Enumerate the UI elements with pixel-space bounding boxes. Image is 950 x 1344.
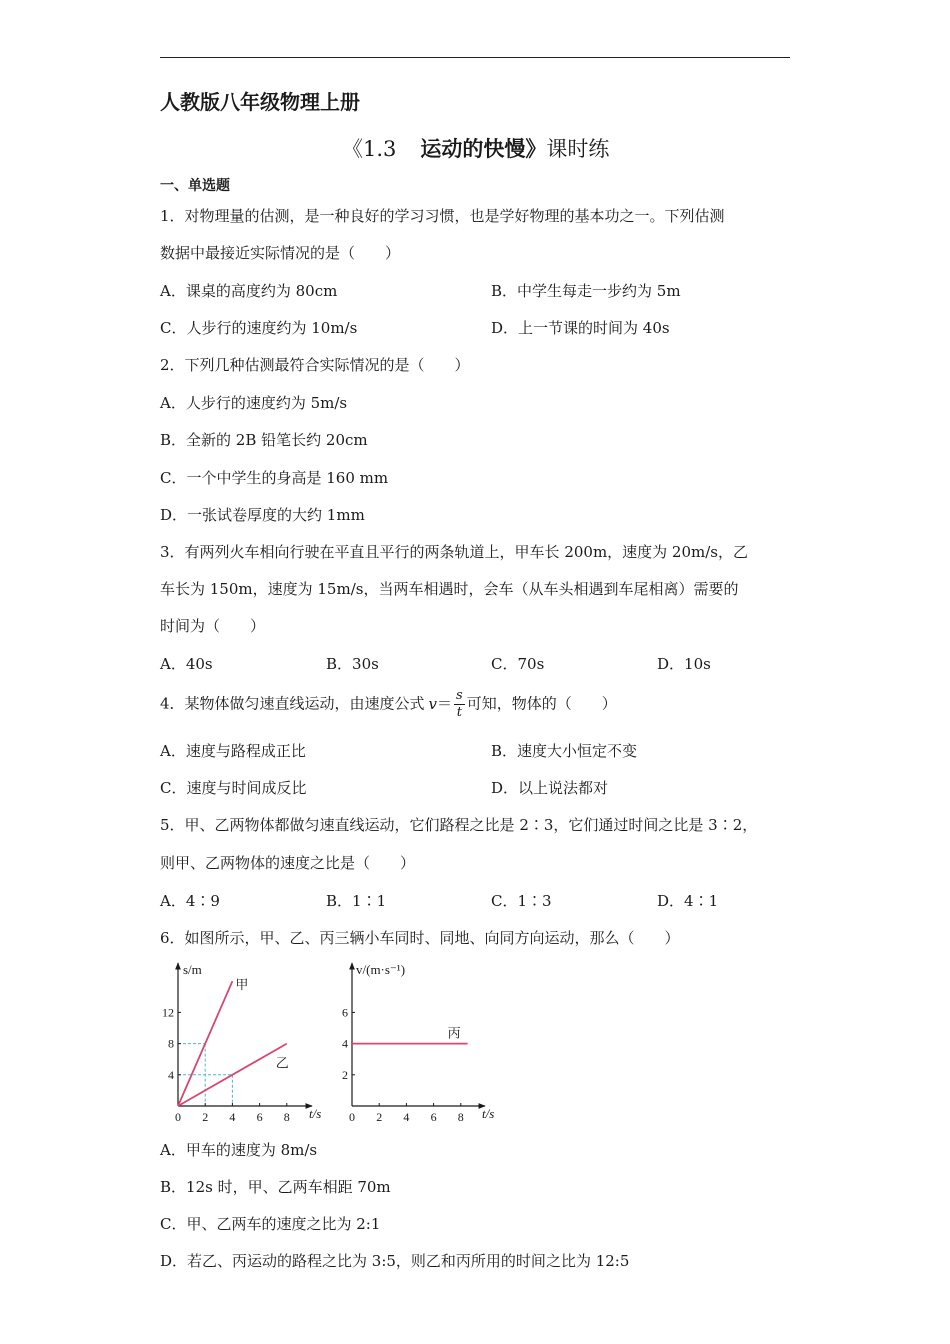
q4-option-b: B．速度大小恒定不变 xyxy=(491,742,638,760)
speed-formula-fraction xyxy=(454,688,465,721)
q6-stem: 6．如图所示，甲、乙、丙三辆小车同时、同地、向同方向运动，那么（ ） xyxy=(160,929,680,947)
q1-option-b: B．中学生每走一步约为 5m xyxy=(491,282,681,300)
q5-option-d: D．4∶1 xyxy=(657,892,719,910)
q6-option-d: D．若乙、丙运动的路程之比为 3:5，则乙和丙所用的时间之比为 12:5 xyxy=(160,1252,630,1270)
q4-stem-a: 4．某物体做匀速直线运动，由速度公式 xyxy=(160,694,425,713)
x-tick-label: 0 xyxy=(175,1110,181,1124)
q1-option-d: D．上一节课的时间为 40s xyxy=(491,319,670,337)
v-t-graph xyxy=(325,955,505,1125)
y-tick-label: 2 xyxy=(342,1067,348,1082)
q2-option-a: A．人步行的速度约为 5m/s xyxy=(160,394,348,412)
x-axis-label: t/s xyxy=(482,1106,495,1121)
title-prefix: 《1.3 xyxy=(342,137,397,161)
q3-option-c: C．70s xyxy=(491,655,545,673)
x-tick-label: 2 xyxy=(202,1110,209,1124)
y-tick-label: 8 xyxy=(168,1036,174,1051)
q6-option-b: B．12s 时，甲、乙两车相距 70m xyxy=(160,1178,391,1196)
x-tick-label: 6 xyxy=(430,1110,437,1124)
q3-stem-line2: 车长为 150m，速度为 15m/s，当两车相遇时，会车（从车头相遇到车尾相离）需要的 xyxy=(160,580,739,598)
title-suffix: 课时练 xyxy=(546,137,610,161)
x-tick-label: 0 xyxy=(349,1110,355,1124)
q3-option-b: B．30s xyxy=(326,655,379,673)
y-tick-label: 4 xyxy=(342,1036,348,1051)
q2-option-c: C．一个中学生的身高是 160 mm xyxy=(160,469,389,487)
formula-numerator: s xyxy=(456,688,463,703)
x-tick-label: 8 xyxy=(457,1110,464,1124)
q3-option-d: D．10s xyxy=(657,655,711,673)
q1-option-a: A．课桌的高度约为 80cm xyxy=(160,282,338,300)
section-heading: 一、单选题 xyxy=(160,178,230,194)
series-label: 乙 xyxy=(275,1055,289,1071)
header-rule xyxy=(160,57,790,58)
formula-equals: ＝ xyxy=(437,694,453,713)
s-t-graph xyxy=(150,955,335,1125)
y-tick-label: 4 xyxy=(168,1067,174,1082)
page-title xyxy=(342,133,609,163)
q5-option-b: B．1∶1 xyxy=(326,892,387,910)
series-line-1 xyxy=(178,981,232,1106)
q4-option-a: A．速度与路程成正比 xyxy=(160,742,306,760)
x-tick-label: 4 xyxy=(229,1110,236,1124)
series-label: 丙 xyxy=(447,1025,461,1041)
y-axis-label: v/(m·s⁻¹) xyxy=(356,962,406,977)
q1-stem-line2: 数据中最接近实际情况的是（ ） xyxy=(160,244,401,262)
q2-stem: 2．下列几种估测最符合实际情况的是（ ） xyxy=(160,356,470,374)
y-tick-label: 12 xyxy=(162,1005,174,1020)
q3-option-a: A．40s xyxy=(160,655,213,673)
x-axis-label: t/s xyxy=(309,1106,322,1121)
q2-option-d: D．一张试卷厚度的大约 1mm xyxy=(160,506,365,524)
q4-option-c: C．速度与时间成反比 xyxy=(160,779,307,797)
q3-stem-line1: 3．有两列火车相向行驶在平直且平行的两条轨道上，甲车长 200m，速度为 20m/s，乙 xyxy=(160,543,748,561)
x-tick-label: 2 xyxy=(376,1110,383,1124)
x-tick-label: 6 xyxy=(256,1110,263,1124)
x-tick-label: 4 xyxy=(403,1110,410,1124)
q6-option-a: A．甲车的速度为 8m/s xyxy=(160,1141,318,1159)
y-axis-label: s/m xyxy=(183,962,202,977)
q5-option-a: A．4∶9 xyxy=(160,892,220,910)
q5-stem-line1: 5．甲、乙两物体都做匀速直线运动，它们路程之比是 2∶3，它们通过时间之比是 3∶2， xyxy=(160,816,758,834)
q5-option-c: C．1∶3 xyxy=(491,892,552,910)
q4-option-d: D．以上说法都对 xyxy=(491,779,609,797)
x-tick-label: 8 xyxy=(283,1110,290,1124)
title-main: 运动的快慢》 xyxy=(420,137,547,161)
q1-stem-line1: 1．对物理量的估测，是一种良好的学习习惯，也是学好物理的基本功之一。下列估测 xyxy=(160,207,725,225)
formula-denominator: t xyxy=(456,705,462,720)
q4-stem-b: 可知，物体的（ ） xyxy=(466,694,617,713)
q1-option-c: C．人步行的速度约为 10m/s xyxy=(160,319,358,337)
q6-option-c: C．甲、乙两车的速度之比为 2:1 xyxy=(160,1215,381,1233)
q3-stem-line3: 时间为（ ） xyxy=(160,617,266,635)
q4-stem xyxy=(160,688,617,721)
series-title: 人教版八年级物理上册 xyxy=(160,90,360,114)
series-label: 甲 xyxy=(235,977,249,993)
q2-option-b: B．全新的 2B 铅笔长约 20cm xyxy=(160,431,368,449)
formula-v: v xyxy=(428,694,438,713)
y-tick-label: 6 xyxy=(342,1005,348,1020)
q5-stem-line2: 则甲、乙两物体的速度之比是（ ） xyxy=(160,854,416,872)
